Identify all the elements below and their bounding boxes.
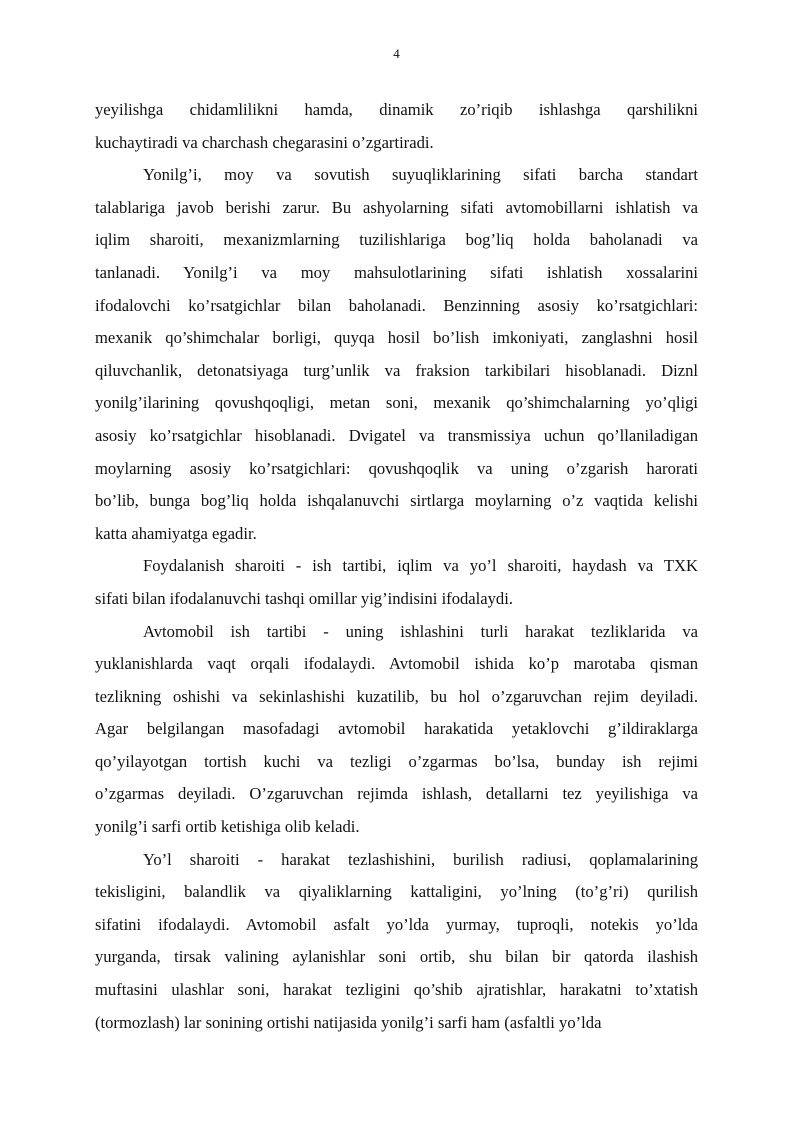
text-line: talablariga javob berishi zarur. Bu ashyolarning sifati avtomobillarni ishlatish va	[95, 197, 698, 217]
text-line: yurganda, tirsak valining aylanishlar soni ortib, shu bilan bir qatorda ilashish	[95, 947, 698, 967]
text-line: katta ahamiyatga egadir.	[95, 523, 257, 543]
text-line: Yo’l sharoiti - harakat tezlashishini, burilish radiusi, qoplamalarining	[143, 849, 698, 869]
text-line: Agar belgilangan masofadagi avtomobil harakatida yetaklovchi g’ildiraklarga	[95, 719, 698, 739]
text-line: mexanik qo’shimchalar borligi, quyqa hosil bo’lish imkoniyati, zanglashni hosil	[95, 328, 698, 348]
text-line: sifatini ifodalaydi. Avtomobil asfalt yo’lda yurmay, tuproqli, notekis yo’lda	[95, 914, 698, 934]
text-line: Yonilg’i, moy va sovutish suyuqliklarining sifati barcha standart	[143, 165, 698, 185]
text-line: kuchaytiradi va charchash chegarasini o’zgartiradi.	[95, 132, 434, 152]
text-line: moylarning asosiy ko’rsatgichlari: qovushqoqlik va uning o’zgarish harorati	[95, 458, 698, 478]
text-line: yuklanishlarda vaqt orqali ifodalaydi. Avtomobil ishida ko’p marotaba qisman	[95, 654, 698, 674]
text-line: qiluvchanlik, detonatsiyaga turg’unlik va fraksion tarkibilari hisoblanadi. Diznl	[95, 360, 698, 380]
text-line: tanlanadi. Yonilg’i va moy mahsulotlarining sifati ishlatish xossalarini	[95, 262, 698, 282]
text-line: tekisligini, balandlik va qiyaliklarning kattaligini, yo’lning (to’g’ri) qurilish	[95, 882, 698, 902]
text-line: sifati bilan ifodalanuvchi tashqi omillar yig’indisini ifodalaydi.	[95, 588, 513, 608]
paragraph	[95, 616, 698, 844]
text-line: o’zgarmas deyiladi. O’zgaruvchan rejimda ishlash, detallarni tez yeyilishiga va	[95, 784, 698, 804]
document-body	[95, 94, 698, 1039]
paragraph	[95, 159, 698, 550]
text-line: (tormozlash) lar sonining ortishi natijasida yonilg’i sarfi ham (asfaltli yo’lda	[95, 1012, 602, 1032]
text-line: tezlikning oshishi va sekinlashishi kuzatilib, bu hol o’zgaruvchan rejim deyiladi.	[95, 686, 698, 706]
text-line: bo’lib, bunga bog’liq holda ishqalanuvchi sirtlarga moylarning o’z vaqtida kelishi	[95, 491, 698, 511]
text-line: iqlim sharoiti, mexanizmlarning tuzilishlariga bog’liq holda baholanadi va	[95, 230, 698, 250]
text-line: asosiy ko’rsatgichlar hisoblanadi. Dvigatel va transmissiya uchun qo’llaniladigan	[95, 425, 698, 445]
text-line: yonilg’ilarining qovushqoqligi, metan soni, mexanik qo’shimchalarning yo’qligi	[95, 393, 698, 413]
paragraph	[95, 94, 698, 159]
page-number: 4	[393, 46, 400, 61]
text-line: qo’yilayotgan tortish kuchi va tezligi o’zgarmas bo’lsa, bunday ish rejimi	[95, 751, 698, 771]
text-line: muftasini ulashlar soni, harakat tezligini qo’shib ajratishlar, harakatni to’xtatish	[95, 980, 698, 1000]
text-line: Avtomobil ish tartibi - uning ishlashini turli harakat tezliklarida va	[143, 621, 698, 641]
paragraph	[95, 844, 698, 1040]
text-line: ifodalovchi ko’rsatgichlar bilan baholanadi. Benzinning asosiy ko’rsatgichlari:	[95, 295, 698, 315]
paragraph	[95, 550, 698, 615]
text-line: Foydalanish sharoiti - ish tartibi, iqlim va yo’l sharoiti, haydash va TXK	[143, 556, 698, 576]
text-line: yeyilishga chidamlilikni hamda, dinamik zo’riqib ishlashga qarshilikni	[95, 100, 698, 119]
text-line: yonilg’i sarfi ortib ketishiga olib keladi.	[95, 817, 360, 837]
